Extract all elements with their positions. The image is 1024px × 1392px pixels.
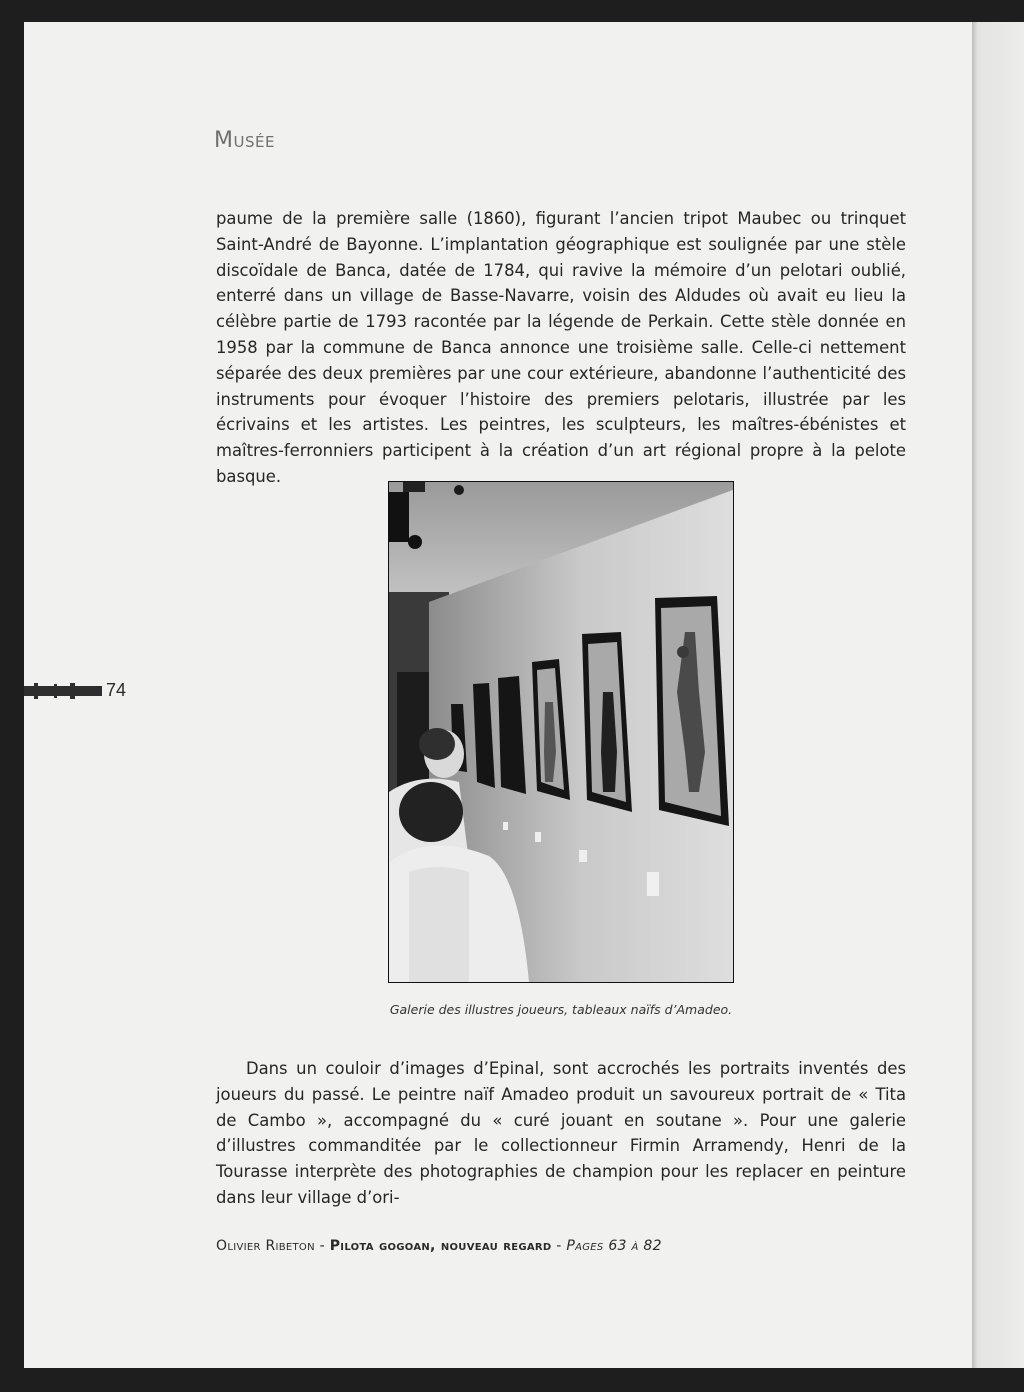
body-paragraph-2: Dans un couloir d’images d’Epinal, sont accrochés les portraits inventés des joueurs du passé. Le peintre naïf Amadeo produit un savoureux portrait de « Tita de Cambo », accompagné du « curé jouant en soutane ». Pour une galerie d’illustres commanditée par le collectionneur Firmin Arramendy, Henri de la Tourasse interprète des photographies de champion pour les replacer en peinture dans leur village d’ori- [216,1059,906,1207]
next-page-edge [972,22,1024,1368]
running-head: Musée [214,128,275,153]
page-footer [216,1238,662,1254]
page-number-marker [24,683,102,699]
footer-pages: Pages 63 à 82 [566,1238,662,1254]
gallery-photo-illustration [389,482,733,982]
footer-separator-1: - [314,1238,330,1254]
page-number: 74 [106,680,127,700]
footer-author: Olivier Ribeton [216,1238,315,1254]
gallery-photo [388,481,734,983]
footer-separator-2: - [551,1238,567,1254]
footer-title: Pilota gogoan, nouveau regard [329,1238,552,1254]
photo-caption: Galerie des illustres joueurs, tableaux naïfs d’Amadeo. [389,1002,733,1017]
body-paragraph-1: paume de la première salle (1860), figurant l’ancien tripot Maubec ou trinquet Saint-André de Bayonne. L’implantation géographique est soulignée par une stèle discoïdale de Banca, datée de 1784, qui ravive la mémoire d’un pelotari oublié, enterré dans un village de Basse-Navarre, voisin des Aldudes où avait eu lieu la célèbre partie de 1793 racontée par la légende de Perkain. Cette stèle donnée en 1958 par la commune de Banca annonce une troisième salle. Celle-ci nettement séparée des deux premières par une cour extérieure, abandonne l’authenticité des instruments pour évoquer l’histoire des premiers pelotaris, illustrée par les écrivains et les artistes. Les peintres, les sculpteurs, les maîtres-ébénistes et maîtres-ferronniers participent à la création d’un art régional propre à la pelote basque. [216,209,906,486]
